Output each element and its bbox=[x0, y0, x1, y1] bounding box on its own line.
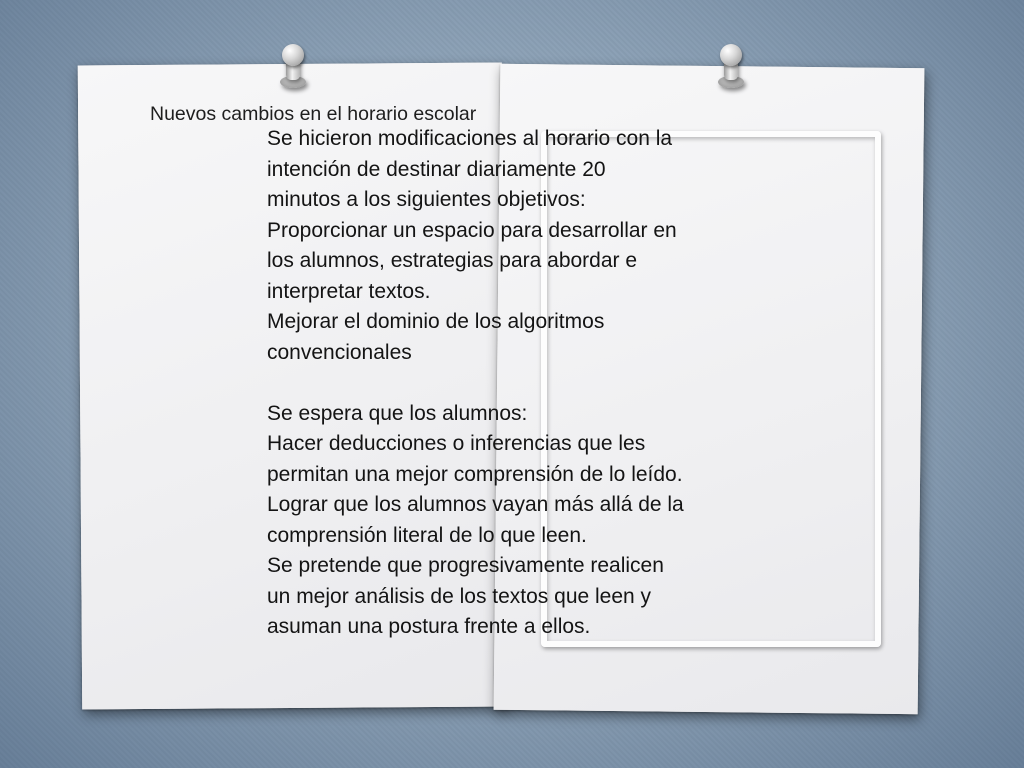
push-pin-icon bbox=[714, 44, 748, 90]
body-line: intención de destinar diariamente 20 bbox=[267, 157, 606, 181]
body-line: Lograr que los alumnos vayan más allá de la bbox=[267, 493, 684, 516]
body-line: convencionales bbox=[267, 340, 412, 364]
body-line: interpretar textos. bbox=[267, 279, 431, 303]
body-line: Proporcionar un espacio para desarrollar en bbox=[267, 218, 677, 242]
body-line: Se espera que los alumnos: bbox=[267, 401, 528, 425]
body-line: comprensión literal de lo que leen. bbox=[267, 523, 587, 547]
body-line: Se hicieron modificaciones al horario con la bbox=[267, 127, 673, 150]
body-line: Hacer deducciones o inferencias que les bbox=[267, 432, 646, 455]
push-pin-icon bbox=[276, 44, 310, 90]
slide-body bbox=[267, 124, 767, 643]
body-line: permitan una mejor comprensión de lo leído. bbox=[267, 462, 683, 486]
body-line: los alumnos, estrategias para abordar e bbox=[267, 249, 638, 272]
body-line: Mejorar el dominio de los algoritmos bbox=[267, 310, 605, 333]
body-line: un mejor análisis de los textos que leen y bbox=[267, 584, 652, 608]
body-line: minutos a los siguientes objetivos: bbox=[267, 188, 586, 211]
slide-title: Nuevos cambios en el horario escolar bbox=[150, 103, 477, 125]
body-line: asuman una postura frente a ellos. bbox=[267, 615, 591, 638]
body-line: Se pretende que progresivamente realicen bbox=[267, 554, 664, 577]
paragraph-spacer bbox=[267, 368, 767, 399]
